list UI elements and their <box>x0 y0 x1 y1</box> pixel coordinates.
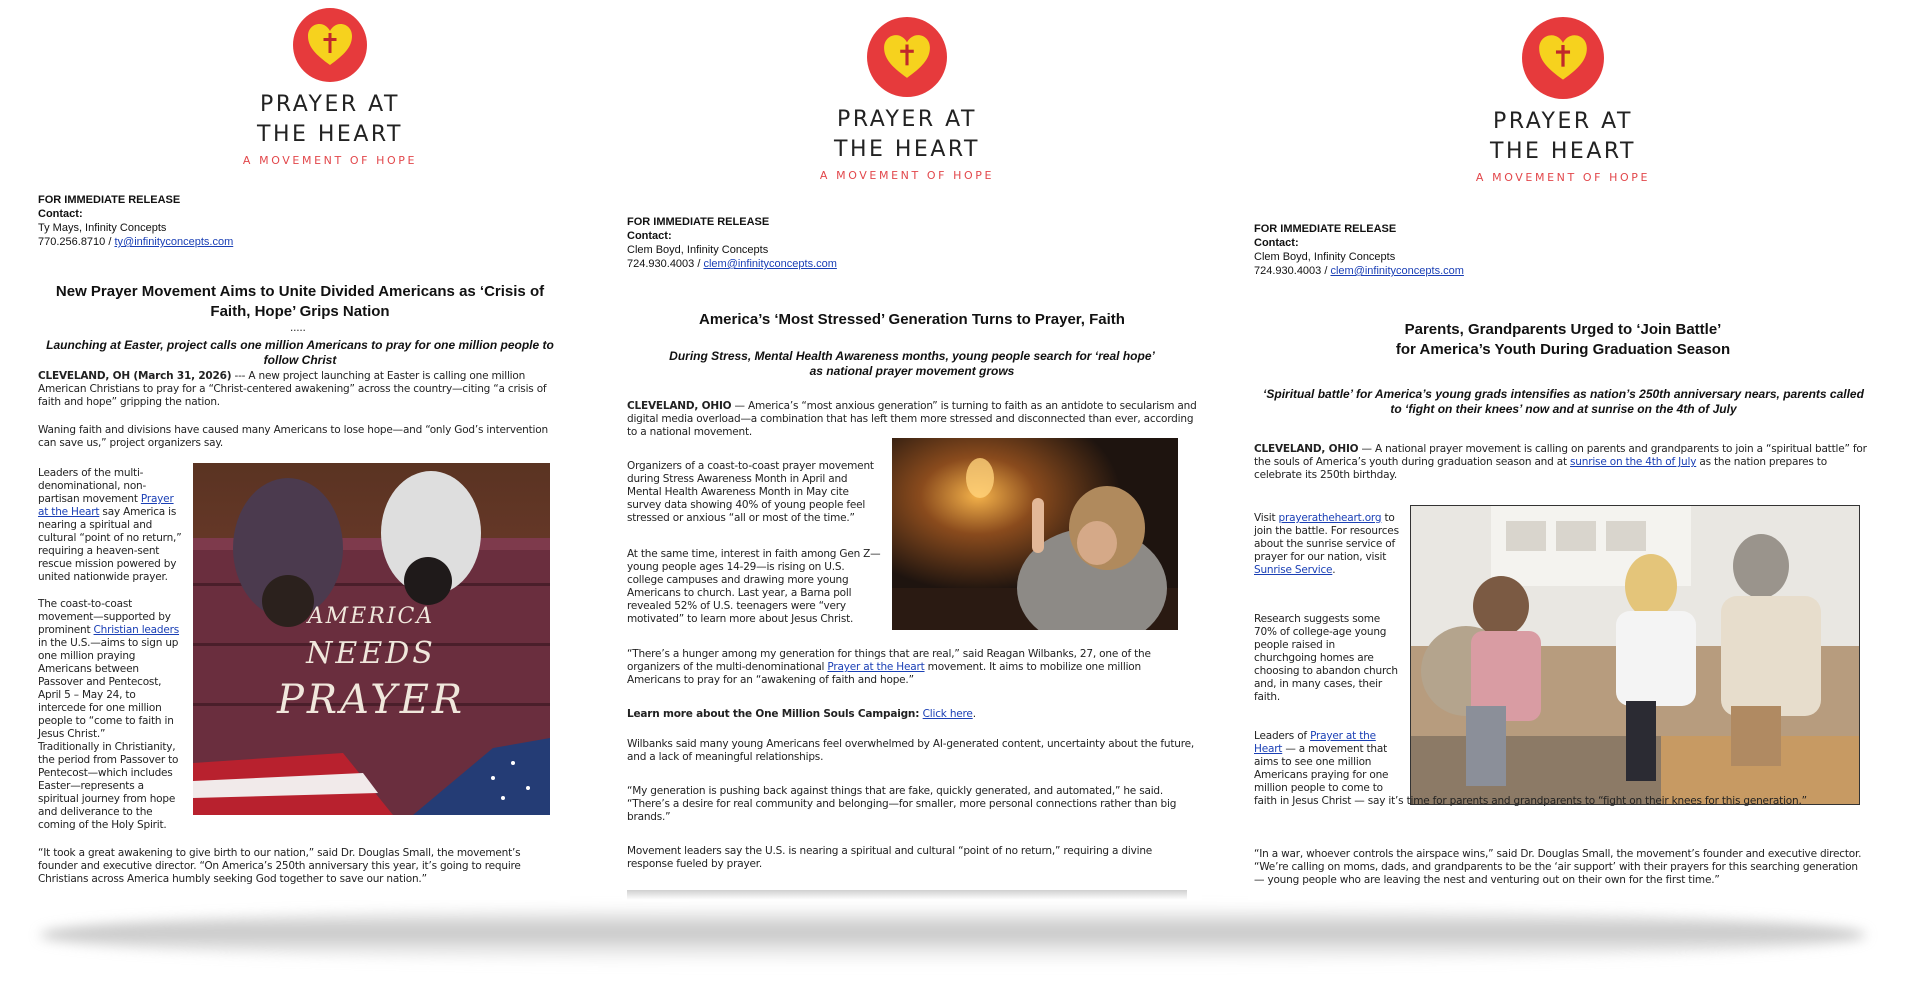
paragraph-3-text-b: say America is nearing a spiritual and cultural “point of no return,” requiring a heaven-sent rescue mission powered by united nationwide prayer. <box>38 506 182 583</box>
poster-line-1: AMERICA <box>307 604 435 629</box>
paragraph-4-text-a: “There’s a hunger among my generation for things that are real,” said Reagan Wilbanks, 27, one of the organizers of the multi-denominational <box>627 648 1151 673</box>
brand-line-2: THE HEART <box>834 137 980 162</box>
paragraph-4-text-b: in the U.S.—aims to sign up one million praying Americans between Passover and Pentecost, April 5 – May 24, to intercede for one million people to “come to faith in Jesus Christ.” <box>38 637 179 740</box>
paragraph-5: Traditionally in Christianity, the period from Passover to Pentecost—which includes Easter—represents a spiritual journey from hope and deliverance to the coming of the Holy Spirit. <box>38 741 179 831</box>
contact-name: Ty Mays, Infinity Concepts <box>38 222 167 234</box>
america-needs-prayer-poster <box>193 463 550 815</box>
brand-tagline: A MOVEMENT OF HOPE <box>242 154 418 167</box>
paragraph-3 <box>38 467 186 584</box>
christian-leaders-link[interactable]: Christian leaders <box>93 624 180 636</box>
paragraph-5: “In a war, whoever controls the airspace wins,” said Dr. Douglas Small, the movement’s founder and executive director. “We’re calling on moms, dads, and grandparents to be the ‘air support’ with their prayers for this searching generation — young people who are leaving the nest and venturing out on their own for the first time.” <box>1254 848 1862 886</box>
poster-line-3: PRAYER <box>276 677 466 723</box>
prayer-at-the-heart-link[interactable]: Prayer at the Heart <box>827 661 925 673</box>
contact-label: Contact: <box>1254 237 1299 249</box>
sunrise-fourth-of-july-link[interactable]: sunrise on the 4th of July <box>1570 456 1697 468</box>
dateline: CLEVELAND, OHIO <box>627 400 732 412</box>
headline: New Prayer Movement Aims to Unite Divided Americans as ‘Crisis of Faith, Hope’ Grips Nation <box>55 283 545 320</box>
contact-email-link[interactable]: clem@infinityconcepts.com <box>703 258 837 270</box>
press-release-3 <box>1248 0 1878 900</box>
brand-tagline: A MOVEMENT OF HOPE <box>819 169 995 182</box>
paragraph-4-text-b: — a movement that aims to see one million Americans praying for one million people to come to faith in Jesus Christ — say it’s time for parents and grandparents to “fight on their knees for this generation.” <box>1254 743 1807 807</box>
paragraph-3: Research suggests some 70% of college-age young people raised in churchgoing homes are choosing to abandon church and, in many cases, their faith. <box>1254 613 1398 703</box>
paragraph-2-text-b: to join the battle. For resources about the sunrise service of prayer for our nation, visit <box>1254 512 1399 563</box>
contact-phone: 724.930.4003 / <box>627 258 704 270</box>
brand-line-1: PRAYER AT <box>837 107 977 132</box>
faded-text-line <box>627 890 1187 900</box>
contact-name: Clem Boyd, Infinity Concepts <box>1254 251 1396 263</box>
campaign-label: Learn more about the One Million Souls Campaign: <box>627 708 923 720</box>
paragraph-3-text-a: Leaders of the multi-denominational, non-partisan movement <box>38 467 147 505</box>
contact-email-link[interactable]: ty@infinityconcepts.com <box>114 236 234 248</box>
period: . <box>972 708 976 720</box>
brand-line-2: THE HEART <box>1490 139 1636 164</box>
release-label: FOR IMMEDIATE RELEASE <box>38 194 181 206</box>
prayer-at-the-heart-logo <box>1403 17 1723 184</box>
paragraph-4 <box>1254 730 1869 808</box>
release-label: FOR IMMEDIATE RELEASE <box>627 216 770 228</box>
dateline: CLEVELAND, OH (March 31, 2026) <box>38 370 232 382</box>
poster-line-2: NEEDS <box>306 636 436 671</box>
headline-line-1: Parents, Grandparents Urged to ‘Join Battle’ <box>1404 321 1722 338</box>
praying-young-woman-photo <box>892 438 1178 630</box>
heart-logo-icon <box>1522 17 1604 99</box>
paragraph-1 <box>38 370 558 409</box>
paragraph-4 <box>627 648 1197 687</box>
release-block <box>1254 222 1464 278</box>
dateline: CLEVELAND, OHIO <box>1254 443 1359 455</box>
headline: America’s ‘Most Stressed’ Generation Turns to Prayer, Faith <box>699 311 1125 328</box>
brand-line-2: THE HEART <box>257 122 403 147</box>
photo-wrap-spacer <box>1407 730 1869 790</box>
brand-tagline: A MOVEMENT OF HOPE <box>1475 171 1651 184</box>
prayeratheheart-link[interactable]: prayeratheheart.org <box>1278 512 1382 524</box>
prayer-at-the-heart-logo <box>170 8 490 167</box>
paragraph-4-text-a: The coast-to-coast movement—supported by prominent <box>38 598 171 636</box>
subhead: During Stress, Mental Health Awareness months, young people search for ‘real hope’ as national prayer movement grows <box>669 349 1155 378</box>
headline <box>1258 320 1868 360</box>
release-block <box>38 193 233 249</box>
heart-logo-icon <box>293 8 367 82</box>
paragraph-5 <box>627 708 1197 721</box>
press-release-2 <box>622 0 1202 900</box>
separator-dots: ..... <box>290 322 306 334</box>
press-release-1 <box>30 0 570 900</box>
prayer-at-the-heart-link[interactable]: Prayer at the Heart <box>38 493 174 518</box>
release-block <box>627 215 837 271</box>
paragraph-2-text-a: Visit <box>1254 512 1279 524</box>
page-shadow <box>40 905 1866 965</box>
paragraph-4-text-b: movement. It aims to mobilize one million Americans to pray for an “awakening of faith and hope.” <box>627 661 1141 686</box>
contact-label: Contact: <box>38 208 83 220</box>
subhead: Launching at Easter, project calls one million Americans to pray for one million people to follow Christ <box>46 338 554 367</box>
sunrise-service-link[interactable]: Sunrise Service <box>1254 564 1333 576</box>
brand-line-1: PRAYER AT <box>260 92 400 117</box>
paragraph-1-text: --- A new project launching at Easter is calling one million American Christians to pray for a “Christ-centered awakening” across the country—citing “a crisis of faith and hope” gripping the nation. <box>38 370 547 408</box>
prayer-at-the-heart-link[interactable]: Prayer at the Heart <box>1254 730 1376 755</box>
subhead: ‘Spiritual battle’ for America’s young grads intensifies as nation’s 250th anniversary nears, parents called to ‘fight on their knees’ now and at sunrise on the 4th of July <box>1263 387 1864 416</box>
paragraph-4-text-a: Leaders of <box>1254 730 1311 742</box>
brand-line-1: PRAYER AT <box>1493 109 1633 134</box>
contact-name: Clem Boyd, Infinity Concepts <box>627 244 769 256</box>
paragraph-2: Waning faith and divisions have caused many Americans to lose hope—and “only God’s intervention can save us,” project organizers say. <box>38 424 548 449</box>
release-label: FOR IMMEDIATE RELEASE <box>1254 223 1397 235</box>
paragraph-1-text: — America’s “most anxious generation” is turning to faith as an antidote to secularism and digital media overload—a combination that has left them more stressed and disconnected than ever, according to a national movement. <box>627 400 1197 438</box>
paragraph-1 <box>627 400 1197 439</box>
paragraph-1-text-b: as the nation prepares to celebrate its 250th birthday. <box>1254 456 1827 481</box>
prayer-at-the-heart-logo <box>747 17 1067 182</box>
headline-line-2: for America’s Youth During Graduation Season <box>1395 341 1731 358</box>
paragraph-2 <box>1254 512 1400 577</box>
paragraph-6: Wilbanks said many young Americans feel overwhelmed by AI-generated content, uncertainty about the future, and a lack of meaningful relationships. <box>627 738 1195 763</box>
paragraph-2: Organizers of a coast-to-coast prayer movement during Stress Awareness Month in April and Mental Health Awareness Month in May cite survey data showing 40% of young people feel stressed or anxious “all or most of the time.” <box>627 460 874 524</box>
paragraph-2-text-c: . <box>1332 564 1336 576</box>
paragraph-4 <box>38 598 186 741</box>
paragraph-1 <box>1254 443 1869 482</box>
paragraph-7: “My generation is pushing back against things that are fake, quickly generated, and automated,” he said. “There’s a desire for real community and belonging—for smaller, more personal connections rather than big brands.” <box>627 785 1177 823</box>
heart-logo-icon <box>867 17 947 97</box>
paragraph-3: At the same time, interest in faith among Gen Z—young people ages 14-29—is rising on U.S. college campuses and drawing more young Americans to church. Last year, a Barna poll revealed 52% of U.S. teenagers were “very motivated” to learn more about Jesus Christ. <box>627 548 881 625</box>
contact-email-link[interactable]: clem@infinityconcepts.com <box>1330 265 1464 277</box>
paragraph-6: “It took a great awakening to give birth to our nation,” said Dr. Douglas Small, the movement’s founder and executive director. “On America’s 250th anniversary this year, it’s going to require Christians across America humbly seeking God together to save our nation.” <box>38 847 521 885</box>
contact-phone: 724.930.4003 / <box>1254 265 1331 277</box>
paragraph-1-text-a: — A national prayer movement is calling on parents and grandparents to join a “spiritual battle” for the souls of America’s youth during graduation season and at <box>1254 443 1867 468</box>
click-here-link[interactable]: Click here <box>922 708 973 720</box>
paragraph-8: Movement leaders say the U.S. is nearing a spiritual and cultural “point of no return,” requiring a divine response fueled by prayer. <box>627 845 1153 870</box>
contact-label: Contact: <box>627 230 672 242</box>
contact-phone: 770.256.8710 / <box>38 236 115 248</box>
